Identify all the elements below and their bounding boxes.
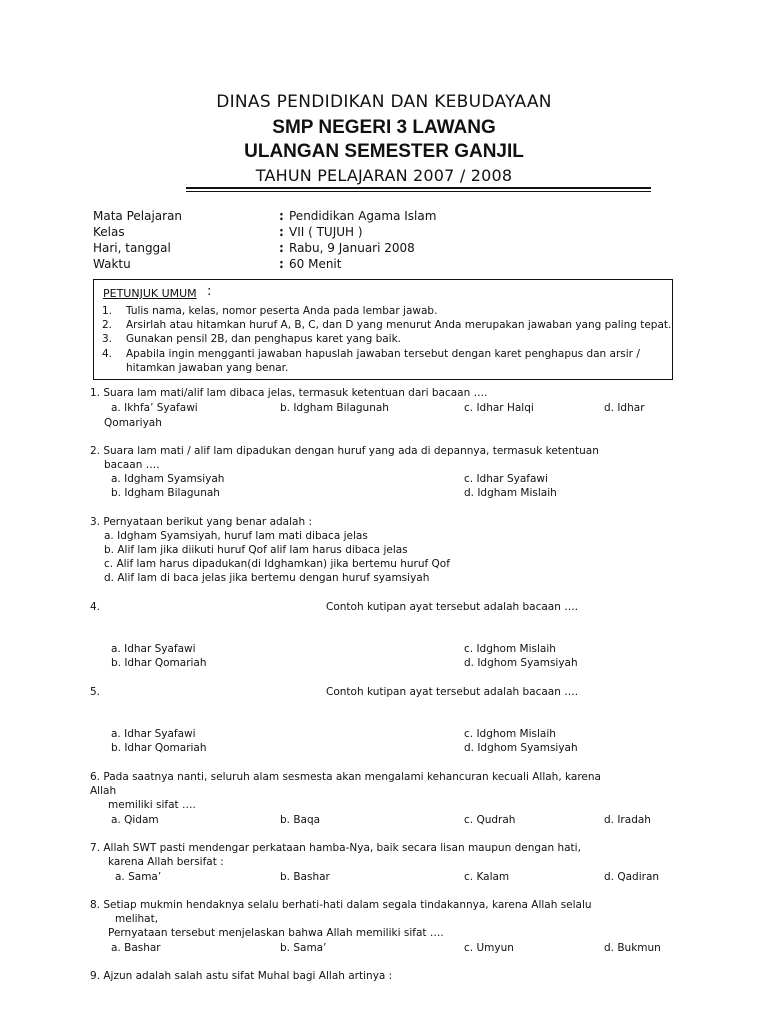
question-stem-continued: Pernyataan tersebut menjelaskan bahwa Allah memiliki sifat …. [108, 927, 444, 939]
option-b: b. Idgham Bilagunah [111, 487, 220, 499]
info-colon: : [279, 209, 284, 223]
option-c: c. Alif lam harus dipadukan(di Idghamkan) jika bertemu huruf Qof [104, 558, 450, 570]
year-heading: TAHUN PELAJARAN 2007 / 2008 [255, 166, 513, 185]
question-stem: 8. Setiap mukmin hendaknya selalu berhati-hati dalam segala tindakannya, karena Allah selalu [90, 899, 592, 911]
option-c: c. Umyun [464, 942, 514, 954]
option-b: b. Alif lam jika diikuti huruf Qof alif lam harus dibaca jelas [104, 544, 408, 556]
question-stem: 9. Ajzun adalah salah astu sifat Muhal bagi Allah artinya : [90, 970, 393, 982]
info-key: Kelas [93, 225, 125, 239]
option-b: b. Idhar Qomariah [111, 742, 207, 754]
question-stem: 1. Suara lam mati/alif lam dibaca jelas, termasuk ketentuan dari bacaan …. [90, 387, 488, 399]
option-b: b. Idgham Bilagunah [280, 402, 389, 414]
instruction-text: Gunakan pensil 2B, dan penghapus karet yang baik. [126, 333, 402, 345]
instruction-text: Apabila ingin mengganti jawaban hapuslah jawaban tersebut dengan karet penghapus dan arsir / [126, 348, 640, 360]
header-divider-thick [186, 187, 651, 189]
instructions-title-colon: : [207, 284, 212, 299]
info-key: Hari, tanggal [93, 241, 171, 255]
question-stem: Contoh kutipan ayat tersebut adalah bacaan …. [326, 601, 579, 613]
option-d: d. Idghom Syamsiyah [464, 657, 578, 669]
option-c: c. Idghom Mislaih [464, 728, 556, 740]
question-number: 5. [90, 686, 101, 698]
info-value: Pendidikan Agama Islam [289, 209, 437, 223]
school-heading: SMP NEGERI 3 LAWANG [272, 117, 496, 138]
question-stem: Contoh kutipan ayat tersebut adalah bacaan …. [326, 686, 579, 698]
option-a: a. Bashar [111, 942, 161, 954]
option-b: b. Sama’ [280, 942, 327, 954]
question-stem: 2. Suara lam mati / alif lam dipadukan dengan huruf yang ada di depannya, termasuk ketentuan [90, 445, 599, 457]
instruction-number: 1. [102, 305, 113, 317]
instruction-number: 4. [102, 348, 113, 360]
option-a: a. Idhar Syafawi [111, 728, 196, 740]
option-d: d. Bukmun [604, 942, 661, 954]
info-key: Mata Pelajaran [93, 209, 183, 223]
info-colon: : [279, 225, 284, 239]
instructions-title: PETUNJUK UMUM [103, 287, 197, 300]
option-c: c. Idhar Halqi [464, 402, 534, 414]
option-d: d. Alif lam di baca jelas jika bertemu dengan huruf syamsiyah [104, 572, 430, 584]
instruction-text: Arsirlah atau hitamkan huruf A, B, C, dan D yang menurut Anda merupakan jawaban yang paling tepat. [126, 319, 672, 331]
info-value: Rabu, 9 Januari 2008 [289, 241, 415, 255]
option-a: a. Qidam [111, 814, 159, 826]
option-a: a. Sama’ [115, 871, 162, 883]
info-value: 60 Menit [289, 257, 342, 271]
agency-heading: DINAS PENDIDIKAN DAN KEBUDAYAAN [216, 92, 552, 112]
option-c: c. Idhar Syafawi [464, 473, 548, 485]
option-d: d. Qadiran [604, 871, 660, 883]
instruction-text: hitamkan jawaban yang benar. [126, 362, 289, 374]
option-d-continued: Qomariyah [104, 417, 162, 429]
exam-heading: ULANGAN SEMESTER GANJIL [244, 141, 524, 162]
info-value: VII ( TUJUH ) [289, 225, 363, 239]
option-c: c. Kalam [464, 871, 510, 883]
question-stem-continued: karena Allah bersifat : [108, 856, 224, 868]
question-stem-continued: memiliki sifat …. [108, 799, 196, 811]
option-b: b. Baqa [280, 814, 321, 826]
option-d: d. Idgham Mislaih [464, 487, 557, 499]
info-key: Waktu [93, 257, 131, 271]
question-stem: 6. Pada saatnya nanti, seluruh alam sesmesta akan mengalami kehancuran kecuali Allah, karena [90, 771, 601, 783]
question-number: 4. [90, 601, 101, 613]
question-stem: 7. Allah SWT pasti mendengar perkataan hamba-Nya, baik secara lisan maupun dengan hati, [90, 842, 581, 854]
instruction-number: 2. [102, 319, 113, 331]
info-colon: : [279, 241, 284, 255]
option-c: c. Idghom Mislaih [464, 643, 556, 655]
option-d: d. Idghom Syamsiyah [464, 742, 578, 754]
option-b: b. Bashar [280, 871, 330, 883]
option-c: c. Qudrah [464, 814, 516, 826]
option-a: a. Ikhfa’ Syafawi [111, 402, 198, 414]
option-a: a. Idhar Syafawi [111, 643, 196, 655]
instruction-text: Tulis nama, kelas, nomor peserta Anda pada lembar jawab. [126, 305, 438, 317]
option-a: a. Idgham Syamsiyah, huruf lam mati dibaca jelas [104, 530, 368, 542]
instruction-number: 3. [102, 333, 113, 345]
option-a: a. Idgham Syamsiyah [111, 473, 225, 485]
option-d: d. Iradah [604, 814, 651, 826]
option-d: d. Idhar [604, 402, 645, 414]
question-stem-continued: Allah [90, 785, 117, 797]
option-b: b. Idhar Qomariah [111, 657, 207, 669]
question-stem-continued: bacaan …. [104, 459, 160, 471]
header-divider-thin [186, 191, 651, 192]
question-stem: 3. Pernyataan berikut yang benar adalah : [90, 516, 313, 528]
question-stem-continued: melihat, [115, 913, 159, 925]
info-colon: : [279, 257, 284, 271]
instructions-box [93, 279, 673, 380]
